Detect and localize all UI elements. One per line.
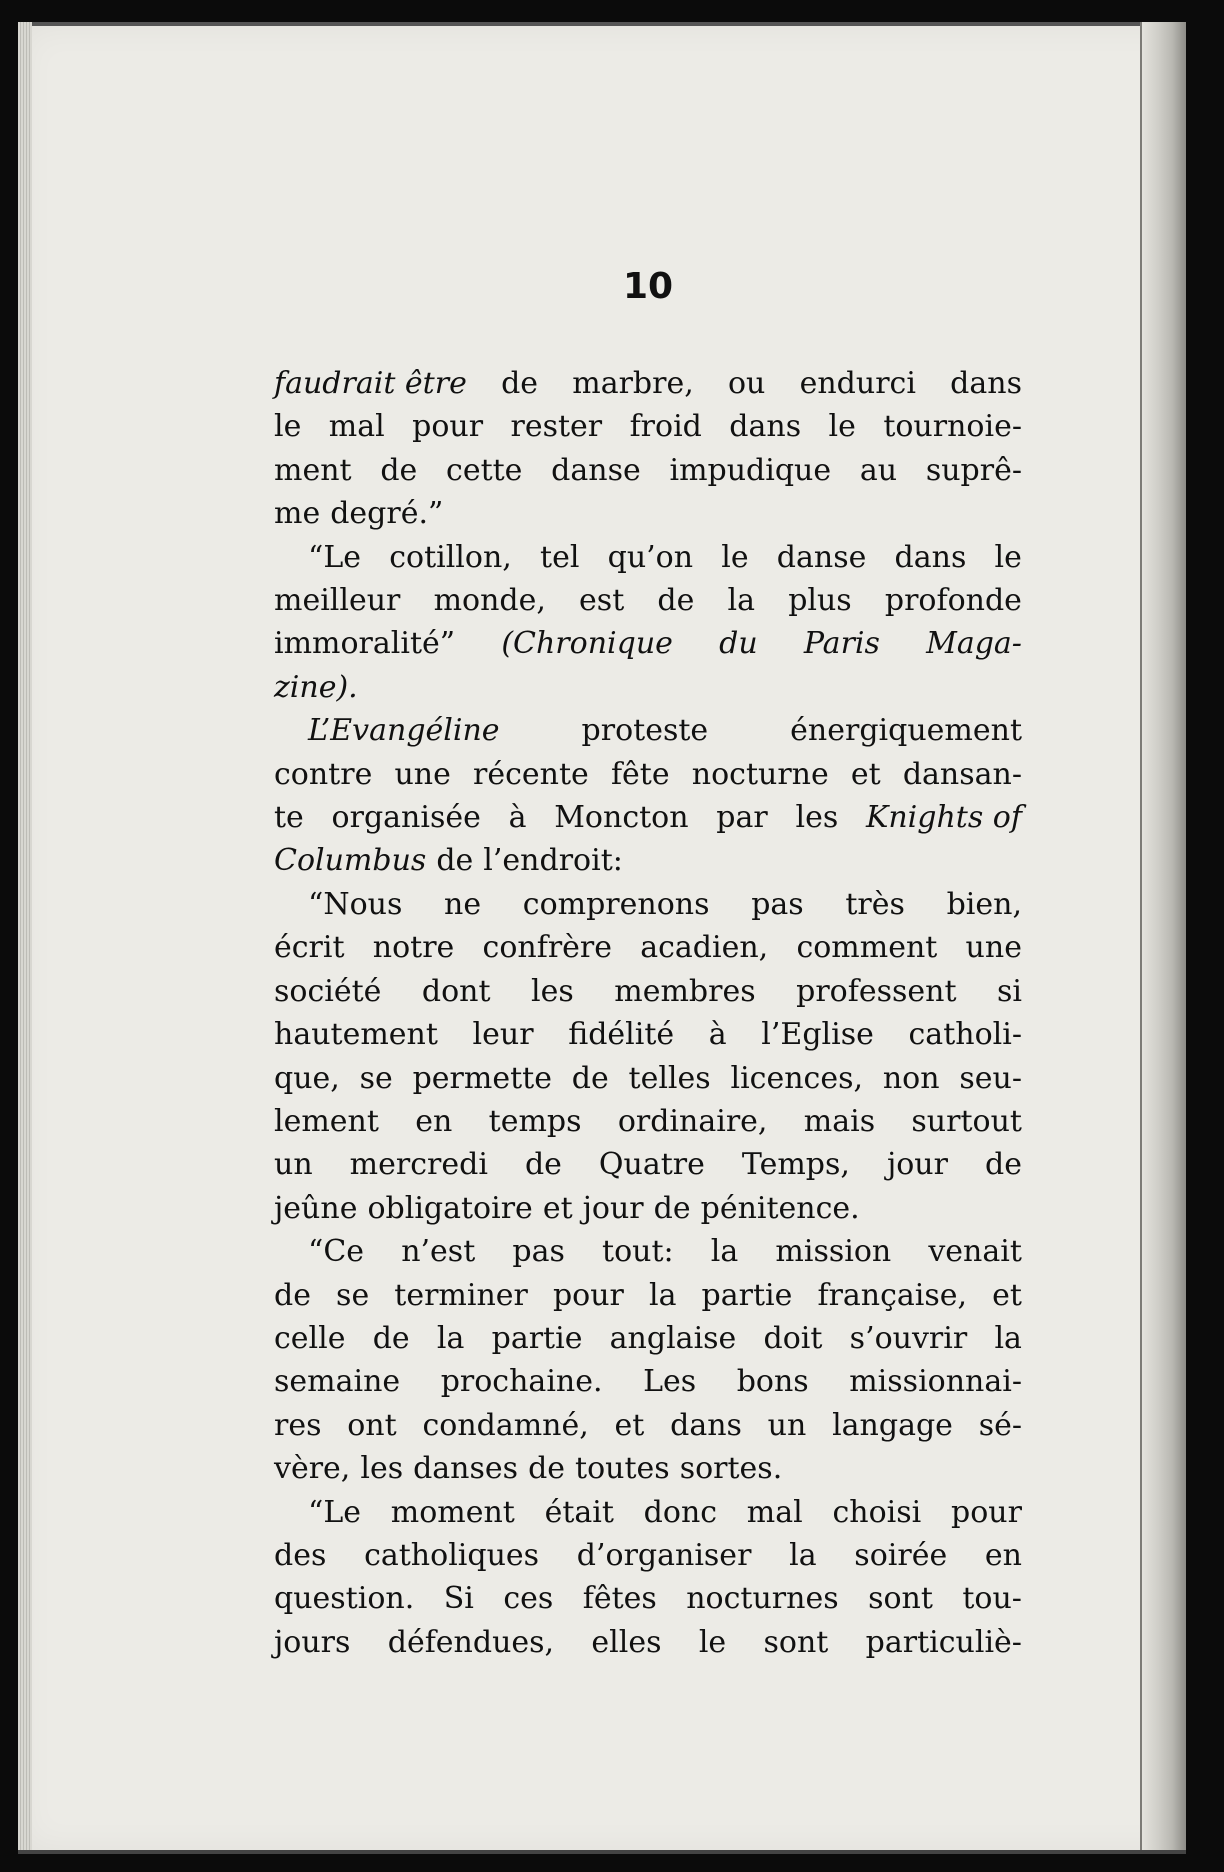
word: Temps, [741, 1147, 850, 1183]
word: non [882, 1060, 940, 1096]
text-line [274, 1621, 1022, 1664]
word: bien, [946, 886, 1022, 922]
word: cette [446, 452, 523, 488]
word: nocturne [691, 756, 829, 792]
word: pas [751, 886, 804, 922]
word: doit [763, 1320, 823, 1356]
word: ordinaire, [617, 1103, 768, 1139]
word: anglaise [609, 1320, 737, 1356]
word: les [360, 1451, 404, 1487]
word: contre [274, 756, 373, 792]
word: acadien, [640, 930, 769, 966]
word: au [859, 452, 898, 488]
word: celle [274, 1320, 346, 1356]
word: hautement [274, 1017, 438, 1053]
word: partie [491, 1320, 583, 1356]
word: faudrait être [274, 366, 467, 401]
word: prochaine. [440, 1364, 603, 1400]
word: telles [628, 1060, 711, 1096]
word: missionnai- [849, 1364, 1022, 1400]
word: tel [540, 539, 580, 575]
word: mercredi [349, 1147, 488, 1183]
word: soirée [854, 1537, 948, 1573]
text-line [274, 796, 1022, 839]
text-line [274, 883, 1022, 926]
word: et [850, 756, 881, 792]
word: leur [472, 1017, 534, 1053]
word: ont [347, 1407, 397, 1443]
word: Quatre [598, 1147, 705, 1183]
word: française, [817, 1277, 968, 1313]
word: “Le [308, 539, 362, 575]
word: dans [950, 366, 1022, 401]
word: défendues, [387, 1624, 555, 1660]
word: venait [928, 1234, 1022, 1270]
word: s’ouvrir [849, 1320, 968, 1356]
word: très [845, 886, 905, 922]
word: Maga- [926, 626, 1022, 662]
word: permette [412, 1060, 552, 1096]
word: de [653, 1190, 691, 1226]
word: dans [894, 539, 967, 575]
text-line [274, 666, 1022, 709]
word: organisée [331, 800, 481, 836]
text-line [274, 536, 1022, 579]
word: plus [788, 583, 852, 619]
word: partie [701, 1277, 793, 1313]
word: de [436, 843, 474, 879]
word: le [994, 539, 1022, 575]
text-line [274, 1187, 1022, 1230]
word: par [716, 800, 768, 836]
word: sé- [978, 1407, 1022, 1443]
word: sont [868, 1581, 933, 1617]
word: et [992, 1277, 1022, 1313]
word: tout: [602, 1234, 674, 1270]
word: jeûne [274, 1190, 358, 1226]
word: le [698, 1624, 727, 1660]
word: pour [552, 1277, 624, 1313]
word: l’Eglise [761, 1017, 874, 1053]
text-line [274, 1057, 1022, 1100]
word: pénitence. [700, 1190, 860, 1226]
word: mal [328, 409, 385, 445]
word: de [528, 1451, 566, 1487]
word: jour [582, 1190, 644, 1226]
word: Paris [803, 626, 880, 662]
word: terminer [394, 1277, 528, 1313]
word: proteste [581, 713, 709, 749]
text-line [274, 1274, 1022, 1317]
word: res [274, 1407, 322, 1443]
text-line [274, 579, 1022, 622]
word: Les [643, 1364, 697, 1400]
word: toutes [575, 1451, 670, 1487]
word: récente [473, 756, 589, 792]
word: dans [729, 409, 802, 445]
word: comprenons [522, 886, 710, 922]
word: dont [421, 973, 491, 1009]
word: l’endroit: [483, 843, 623, 879]
word: la [994, 1320, 1022, 1356]
word: particuliè- [865, 1624, 1022, 1660]
word: le [721, 539, 749, 575]
word: “Nous [308, 886, 403, 922]
word: ne [444, 886, 482, 922]
word: les [795, 800, 839, 836]
word: mais [803, 1103, 876, 1139]
word: des [274, 1537, 327, 1573]
word: ment [274, 452, 352, 488]
word: le [828, 409, 856, 445]
word: à [508, 800, 527, 836]
word: suprê- [925, 452, 1022, 488]
word: lement [274, 1103, 379, 1139]
word: sont [763, 1624, 829, 1660]
word: une [394, 756, 451, 792]
word: pour [412, 409, 484, 445]
word: catholi- [908, 1017, 1022, 1053]
word: te [274, 800, 304, 836]
word: tou- [962, 1581, 1022, 1617]
text-line [274, 970, 1022, 1013]
word: et [614, 1407, 645, 1443]
word: de [657, 583, 695, 619]
word: Knights of [865, 800, 1022, 836]
word: Moncton [554, 800, 689, 836]
text-line [274, 1360, 1022, 1403]
text-line [274, 449, 1022, 492]
word: catholiques [364, 1537, 540, 1573]
text-line [274, 1534, 1022, 1577]
word: comment [796, 930, 938, 966]
word: à [708, 1017, 727, 1053]
word: ces [503, 1581, 554, 1617]
word: était [544, 1494, 614, 1530]
text-line [274, 1404, 1022, 1447]
word: jour [886, 1147, 948, 1183]
word: la [710, 1234, 739, 1270]
word: sortes. [679, 1451, 783, 1487]
word: de [372, 1320, 410, 1356]
body-text [274, 362, 1022, 1664]
word: jours [274, 1624, 351, 1660]
word: condamné, [422, 1407, 589, 1443]
page-top-edge [18, 22, 1186, 26]
word: d’organiser [576, 1537, 752, 1573]
word: de [524, 1147, 562, 1183]
word: langage [832, 1407, 953, 1443]
word: rester [510, 409, 603, 445]
word: seu- [959, 1060, 1022, 1096]
text-line [274, 622, 1022, 665]
text-line [274, 405, 1022, 448]
word: nocturnes [686, 1581, 839, 1617]
word: immoralité” [274, 626, 456, 662]
word: professent [796, 973, 957, 1009]
word: de [380, 452, 418, 488]
word: se [336, 1277, 370, 1313]
word: pas [512, 1234, 565, 1270]
word: danse [551, 452, 641, 488]
text-line [274, 709, 1022, 752]
word: endurci [799, 366, 916, 401]
word: vère, [274, 1451, 351, 1487]
word: surtout [911, 1103, 1022, 1139]
page-bottom-edge [18, 1850, 1186, 1854]
word: choisi [832, 1494, 922, 1530]
word: un [274, 1147, 313, 1183]
text-line [274, 1230, 1022, 1273]
word: en [984, 1537, 1022, 1573]
word: dansan- [902, 756, 1022, 792]
word: semaine [274, 1364, 401, 1400]
word: fête [610, 756, 670, 792]
word: (Chronique [501, 626, 673, 662]
word: “Le [308, 1494, 362, 1530]
word: pour [950, 1494, 1022, 1530]
word: zine). [274, 669, 358, 705]
word: qu’on [607, 539, 694, 575]
word: la [648, 1277, 677, 1313]
word: licences, [730, 1060, 864, 1096]
word: société [274, 973, 382, 1009]
word: meilleur [274, 583, 401, 619]
word: danses [413, 1451, 519, 1487]
word: me [274, 496, 321, 532]
word: énergiquement [790, 713, 1022, 749]
word: tournoie- [883, 409, 1022, 445]
text-line [274, 1491, 1022, 1534]
word: degré.” [330, 496, 444, 532]
word: marbre, [572, 366, 694, 401]
word: Si [443, 1581, 474, 1617]
word: notre [372, 930, 455, 966]
word: en [415, 1103, 453, 1139]
word: est [579, 583, 625, 619]
word: monde, [433, 583, 546, 619]
text-line [274, 1143, 1022, 1186]
word: et [542, 1190, 573, 1226]
word: bons [736, 1364, 809, 1400]
word: une [965, 930, 1022, 966]
word: danse [776, 539, 867, 575]
word: n’est [401, 1234, 476, 1270]
text-line [274, 1577, 1022, 1620]
word: mal [746, 1494, 803, 1530]
word: la [789, 1537, 817, 1573]
text-line [274, 1447, 1022, 1490]
word: fêtes [582, 1581, 657, 1617]
word: confrère [482, 930, 613, 966]
word: la [436, 1320, 465, 1356]
word: question. [274, 1581, 415, 1617]
word: profonde [884, 583, 1022, 619]
text-line [274, 362, 1022, 405]
word: moment [390, 1494, 515, 1530]
word: du [719, 626, 758, 662]
text-line [274, 492, 1022, 535]
word: se [359, 1060, 393, 1096]
word: de [274, 1277, 311, 1313]
word: Columbus [274, 843, 427, 879]
word: de [501, 366, 539, 401]
word: écrit [274, 930, 345, 966]
text-line [274, 1100, 1022, 1143]
word: le [274, 409, 302, 445]
word: temps [488, 1103, 582, 1139]
word: cotillon, [389, 539, 512, 575]
word: donc [643, 1494, 718, 1530]
word: de [984, 1147, 1022, 1183]
word: que, [274, 1060, 340, 1096]
word: les [531, 973, 574, 1009]
word: obligatoire [367, 1190, 533, 1226]
word: fidélité [568, 1017, 675, 1053]
word: mission [775, 1234, 892, 1270]
word: la [727, 583, 756, 619]
word: si [996, 973, 1022, 1009]
word: de [571, 1060, 609, 1096]
word: membres [614, 973, 756, 1009]
text-line [274, 1317, 1022, 1360]
word: “Ce [308, 1234, 365, 1270]
word: ou [727, 366, 766, 401]
text-line [274, 839, 1022, 882]
word: L’Evangéline [308, 713, 500, 749]
word: impudique [669, 452, 832, 488]
word: elles [591, 1624, 662, 1660]
page-number: 10 [622, 266, 674, 307]
text-line [274, 1013, 1022, 1056]
word: dans [670, 1407, 742, 1443]
text-line [274, 926, 1022, 969]
word: froid [629, 409, 702, 445]
word: un [767, 1407, 807, 1443]
text-line [274, 753, 1022, 796]
